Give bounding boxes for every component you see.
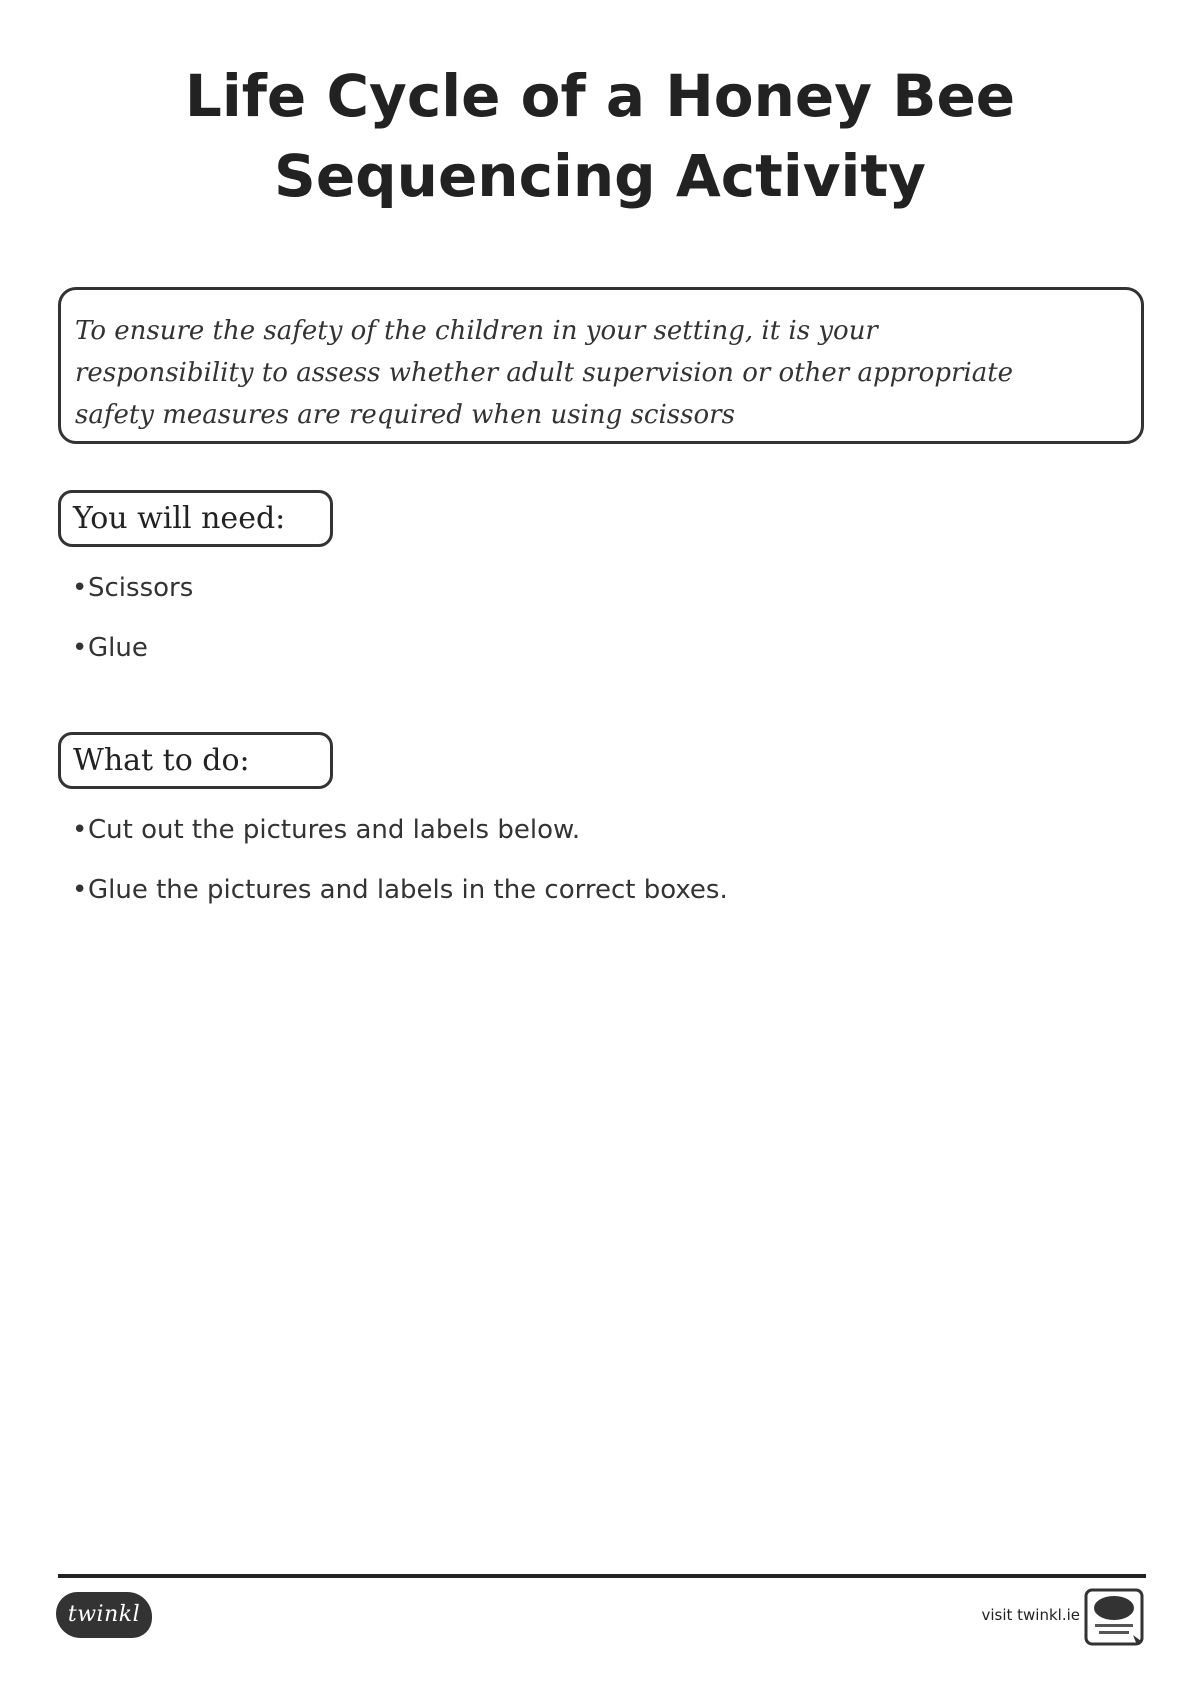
bullet-icon: •: [72, 815, 88, 845]
quality-badge-icon: [1083, 1587, 1145, 1647]
materials-list: [72, 568, 193, 688]
instruction-1: Cut out the pictures and labels below.: [88, 815, 581, 845]
list-item: [72, 870, 728, 930]
safety-notice-box: [58, 287, 1144, 444]
list-item: [72, 568, 193, 628]
page-title: [0, 56, 1200, 216]
you-will-need-heading: You will need:: [58, 490, 333, 547]
title-line-1: Life Cycle of a Honey Bee: [184, 62, 1016, 130]
visit-website-link[interactable]: visit twinkl.ie: [981, 1606, 1080, 1624]
material-glue: Glue: [88, 633, 148, 663]
instruction-2: Glue the pictures and labels in the correct boxes.: [88, 875, 728, 905]
bullet-icon: •: [72, 875, 88, 905]
safety-notice-line-2: responsibility to assess whether adult supervision or other appropriate: [75, 358, 1014, 388]
material-scissors: Scissors: [88, 573, 194, 603]
safety-notice-line-3: safety measures are required when using scissors: [75, 400, 735, 430]
what-to-do-heading: What to do:: [58, 732, 333, 789]
bullet-icon: •: [72, 633, 88, 663]
safety-notice-line-1: To ensure the safety of the children in your setting, it is your: [75, 316, 878, 346]
twinkl-logo[interactable]: twinkl: [56, 1592, 152, 1638]
instructions-list: [72, 810, 728, 930]
list-item: [72, 628, 193, 688]
footer-divider: [58, 1574, 1146, 1578]
list-item: [72, 810, 728, 870]
title-line-2: Sequencing Activity: [274, 142, 926, 210]
bullet-icon: •: [72, 573, 88, 603]
